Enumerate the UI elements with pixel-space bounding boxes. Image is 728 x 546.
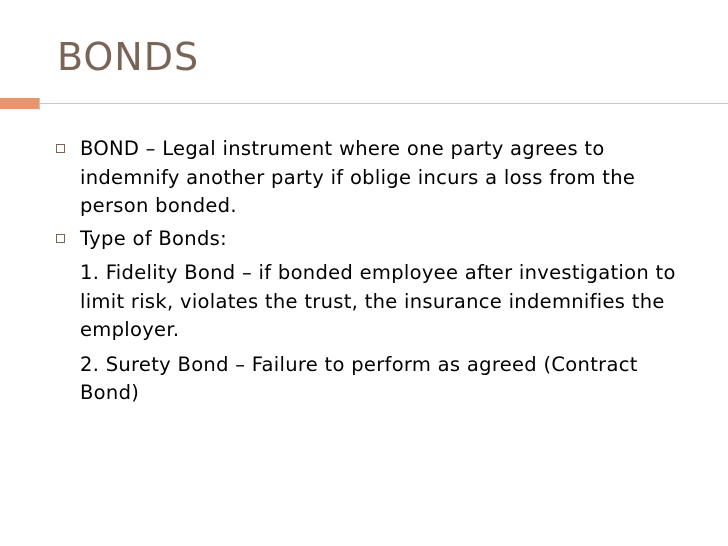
sub-item-fidelity-bond: 1. Fidelity Bond – if bonded employee after investigation to limit risk, violates the trust, the insurance indemnifies the employer.	[80, 261, 676, 341]
title-rule-tick	[39, 98, 40, 110]
slide-title: BONDS	[57, 35, 200, 79]
sub-item-surety-bond: 2. Surety Bond – Failure to perform as agreed (Contract Bond)	[80, 352, 638, 404]
bullet-text: BOND – Legal instrument where one party agrees to indemnify another party if oblige incurs a loss from the person bonded.	[80, 137, 636, 217]
square-bullet-icon	[56, 144, 65, 153]
bullet-item	[56, 135, 696, 221]
bullet-item	[56, 225, 696, 254]
title-rule-line	[39, 103, 728, 104]
bullet-text: Type of Bonds:	[80, 226, 227, 250]
slide-body	[56, 135, 696, 414]
title-accent-bar	[0, 98, 39, 109]
square-bullet-icon	[56, 234, 65, 243]
